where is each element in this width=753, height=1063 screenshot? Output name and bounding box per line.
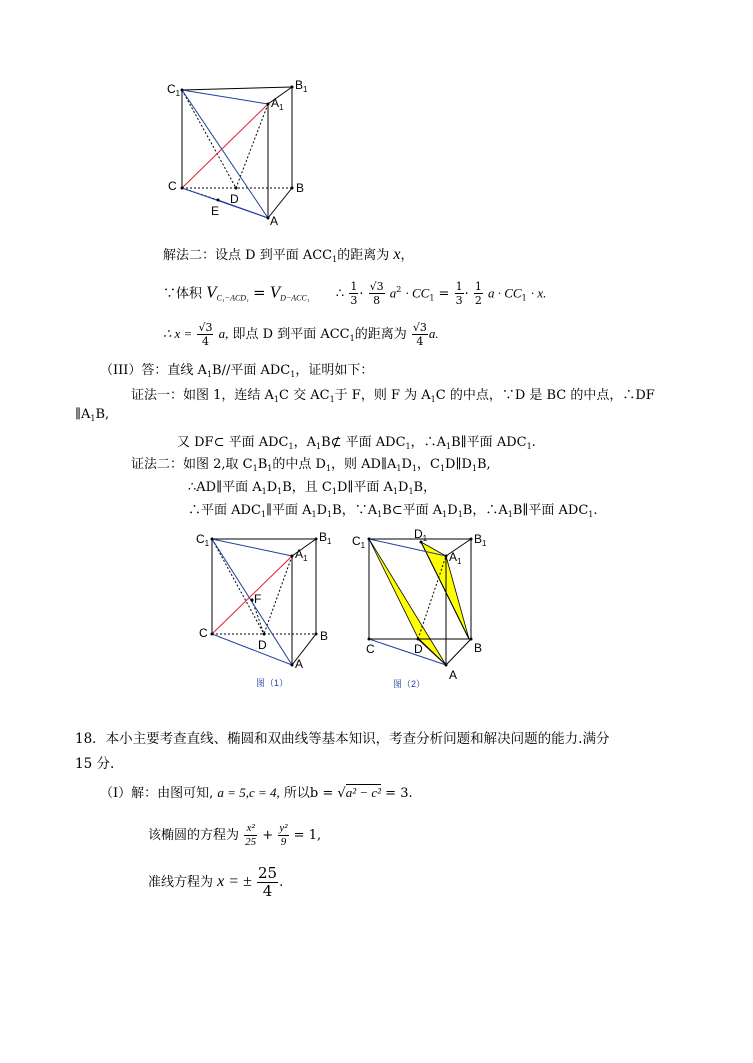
fig2-label-D: D — [414, 642, 423, 656]
fig2-caption: 图（2） — [393, 679, 426, 689]
fig2-label-C1: $C_1$ — [352, 534, 366, 550]
fig1-label-A1: $A_1$ — [295, 547, 308, 563]
label-A: A — [270, 214, 279, 228]
fig1-label-C1: $C_1$ — [196, 532, 210, 548]
label-E: E — [211, 204, 220, 218]
label-C1: $C_1$ — [167, 82, 181, 98]
fig2-label-D1: $D_1$ — [414, 527, 428, 543]
label-B: B — [296, 181, 305, 195]
proof1-line2: $\parallel A_1B$, — [75, 407, 110, 423]
proof2-line2: ∴AD∥平面 $A_1D_1B$，且 $C_1D\parallel$平面 $A_1D_1B$， — [188, 480, 437, 496]
fig2-label-B1: $B_1$ — [474, 532, 487, 548]
proof1-line1: 证法一：如图 1，连结 $A_1C$ 交 $AC_1$于 F，则 F 为 $A_1C$ 的中点，∵D 是 BC 的中点，∴DF — [131, 388, 655, 404]
fig2-label-A: A — [449, 668, 458, 682]
q18-directrix: 准线方程为 x = ± $\frac{25}{4}$ . — [148, 864, 284, 900]
fig1-label-C: C — [199, 626, 208, 640]
q18-solution: （Ⅰ）解：由图可知, a = 5,c = 4, 所以b = √a² − c² = 3. — [100, 785, 413, 801]
fig1-label-B: B — [320, 629, 329, 643]
fig2-label-A1: $A_1$ — [449, 550, 462, 566]
fig2-label-C: C — [366, 642, 375, 656]
label-B1: $B_1$ — [295, 78, 308, 94]
part3-heading: （III）答：直线 $A_1B//$平面 $ADC_1$，证明如下： — [100, 363, 374, 379]
proof2-line1: 证法二：如图 2,取 $C_1B_1$的中点 $D_1$，则 $AD\parallel A_1D_1$，$C_1D\parallel D_1B$, — [131, 457, 491, 473]
proof2-line3: ∴平面 $ADC_1\parallel$平面 $A_1D_1B$，$\because A_1B\subset$平面 $A_1D_1B$，$\therefore A_1B\parallel$平面 $ADC_1$. — [188, 503, 598, 519]
label-C: C — [168, 179, 177, 193]
q18-ellipse-equation: 该椭圆的方程为 $\frac{\text{x²}}{25}$ + $\frac{\text{y²}}{9}$ = 1, — [148, 822, 322, 848]
q18-line2: 15 分. — [75, 756, 115, 772]
fig1-label-B1: $B_1$ — [319, 530, 332, 546]
q18-line1: 18．本小主要考查直线、椭圆和双曲线等基本知识，考查分析问题和解决问题的能力.满分 — [75, 731, 610, 747]
proof1-line3: 又 DF⊂ 平面 $ADC_1$，$A_1B⊄$ 平面 $ADC_1$，$\therefore A_1B\parallel$平面 $ADC_1$. — [177, 435, 536, 451]
label-A1: $A_1$ — [271, 96, 284, 112]
fig1-label-F: F — [254, 592, 262, 606]
label-D: D — [230, 192, 239, 206]
fig2-label-B: B — [474, 641, 483, 655]
fig1-label-D: D — [258, 638, 267, 652]
method2-line1: 解法二：设点 D 到平面 $ACC_1$的距离为 x， — [163, 246, 414, 264]
method2-result: ∴ x = $\frac{√3}{4}$ a, 即点 D 到平面 $ACC_1$的距离为 $\frac{√3}{4}$ a. — [163, 321, 439, 348]
method2-volume: ∵体积 $V_{C_1-ACD_1} = V_{D-ACC_1}$ ∴ $\frac{1}{3}$ · $\frac{√3}{8}$ $a^2 \cdot CC_1$ = $\frac{1}{3}$ · $\frac{1}{2}$ $a \cdot CC_1 \cdot x$. — [163, 280, 547, 308]
fig1-label-A: A — [295, 657, 304, 671]
fig1-caption: 图（1） — [256, 678, 289, 688]
